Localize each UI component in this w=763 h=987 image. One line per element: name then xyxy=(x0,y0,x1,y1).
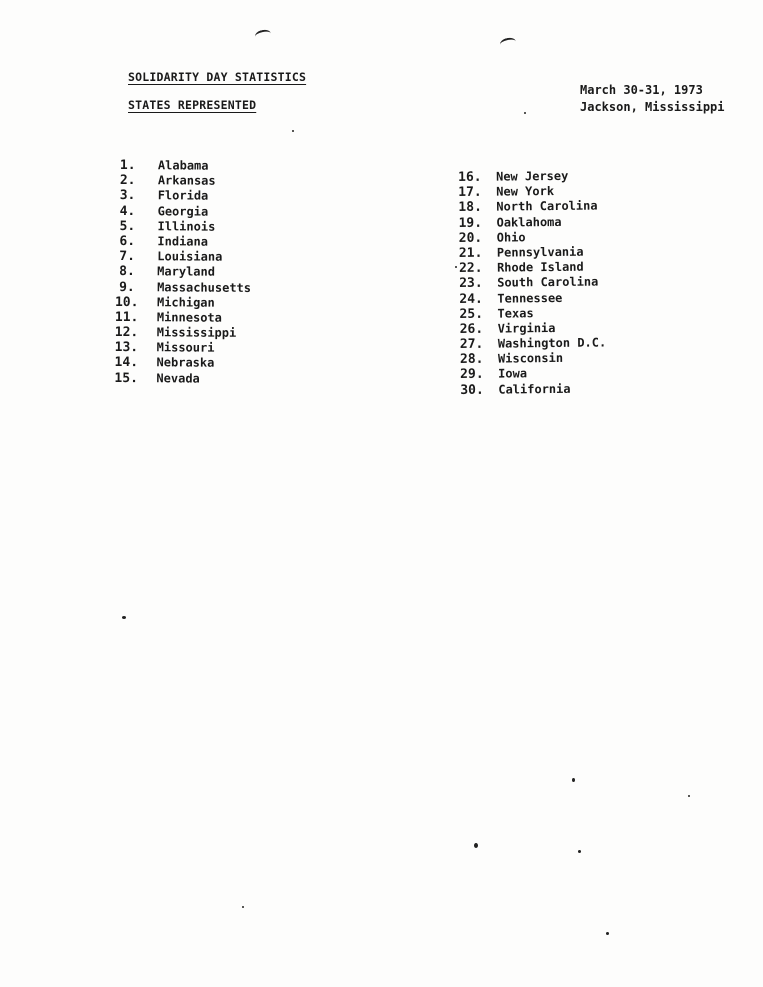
item-number: 5. xyxy=(119,218,136,234)
list-item xyxy=(460,336,607,353)
item-number: 21. xyxy=(458,245,483,261)
state-name: Pennsylvania xyxy=(496,244,584,260)
item-number: 12. xyxy=(114,325,139,341)
list-item xyxy=(459,260,606,277)
states-list-left xyxy=(114,158,252,387)
scan-mark xyxy=(499,36,517,49)
scan-speck xyxy=(455,266,457,268)
state-name: Oaklahoma xyxy=(496,214,562,230)
item-number: 3. xyxy=(119,188,136,204)
scan-speck xyxy=(606,932,609,935)
document-title: SOLIDARITY DAY STATISTICS xyxy=(128,70,307,84)
item-number: 22. xyxy=(458,260,483,277)
list-item xyxy=(458,168,605,185)
state-name: Texas xyxy=(497,305,534,321)
item-number: 7. xyxy=(119,249,136,265)
state-name: Illinois xyxy=(157,219,216,234)
list-item xyxy=(120,188,252,204)
list-item xyxy=(459,290,606,307)
list-item xyxy=(460,366,607,383)
item-number: 20. xyxy=(458,230,483,246)
list-item xyxy=(114,309,251,326)
list-item xyxy=(459,244,606,261)
item-number: 8. xyxy=(119,264,135,280)
item-number: 27. xyxy=(459,336,484,353)
list-item xyxy=(120,173,252,189)
list-item xyxy=(460,351,607,368)
state-name: Nevada xyxy=(156,370,200,386)
state-name: Washington D.C. xyxy=(497,335,607,351)
list-item xyxy=(114,370,250,387)
list-item xyxy=(459,275,606,292)
item-number: 17. xyxy=(458,184,482,201)
scan-speck xyxy=(578,850,581,853)
item-number: 29. xyxy=(460,367,484,383)
list-item xyxy=(458,199,605,216)
item-number: 11. xyxy=(114,309,139,326)
states-list-right xyxy=(458,168,607,397)
item-number: 25. xyxy=(459,306,484,322)
state-name: New Jersey xyxy=(495,168,569,184)
state-name: Georgia xyxy=(157,203,209,219)
scan-speck xyxy=(242,906,244,908)
list-item xyxy=(114,294,251,311)
item-number: 14. xyxy=(114,355,139,371)
scan-mark xyxy=(254,28,272,41)
list-item xyxy=(114,355,251,371)
item-number: 26. xyxy=(459,321,484,337)
event-location: Jackson, Mississippi xyxy=(580,100,725,114)
list-item xyxy=(114,325,251,341)
state-name: Maryland xyxy=(157,264,216,279)
document-subtitle: STATES REPRESENTED xyxy=(128,98,257,112)
state-name: Missouri xyxy=(156,340,215,355)
item-number: 4. xyxy=(119,203,136,219)
state-name: Iowa xyxy=(498,366,528,382)
scan-speck xyxy=(524,112,526,114)
state-name: Michigan xyxy=(156,294,215,310)
state-name: Tennessee xyxy=(497,290,563,306)
state-name: Mississippi xyxy=(156,325,237,340)
item-number: 10. xyxy=(114,294,139,310)
state-name: Louisiana xyxy=(157,249,223,264)
event-date: March 30-31, 1973 xyxy=(580,83,703,97)
item-number: 30. xyxy=(460,382,484,398)
list-item xyxy=(120,204,252,220)
state-name: Rhode Island xyxy=(496,259,584,275)
item-number: 15. xyxy=(114,370,138,386)
list-item xyxy=(120,158,252,174)
scan-speck xyxy=(292,130,294,132)
list-item xyxy=(119,279,251,295)
list-item xyxy=(114,340,251,356)
item-number: 19. xyxy=(458,215,483,231)
scan-speck xyxy=(572,778,575,782)
scan-speck xyxy=(122,616,126,619)
list-item xyxy=(459,229,606,246)
item-number: 16. xyxy=(458,169,482,185)
item-number: 2. xyxy=(119,173,136,189)
state-name: North Carolina xyxy=(496,198,598,214)
item-number: 24. xyxy=(459,291,483,307)
state-name: Arkansas xyxy=(157,173,216,188)
state-name: California xyxy=(498,381,571,397)
state-name: Virginia xyxy=(497,320,556,336)
item-number: 23. xyxy=(459,276,483,292)
state-name: Minnesota xyxy=(156,310,222,325)
list-item xyxy=(119,234,251,250)
state-name: Massachusetts xyxy=(157,279,252,295)
scan-speck xyxy=(474,843,478,848)
list-item xyxy=(458,184,605,201)
list-item xyxy=(119,264,251,280)
scan-speck xyxy=(688,795,690,797)
list-item xyxy=(119,219,251,235)
state-name: Florida xyxy=(157,188,209,203)
list-item xyxy=(460,381,607,398)
list-item xyxy=(460,320,607,337)
item-number: 9. xyxy=(119,279,135,295)
item-number: 6. xyxy=(119,233,136,250)
state-name: Nebraska xyxy=(156,355,215,371)
list-item xyxy=(119,249,251,265)
item-number: 18. xyxy=(458,200,482,216)
state-name: Wisconsin xyxy=(497,351,564,366)
date-location-block xyxy=(580,82,725,116)
item-number: 13. xyxy=(114,340,139,356)
state-name: New York xyxy=(496,184,555,199)
list-item xyxy=(459,305,606,322)
item-number: 1. xyxy=(119,158,136,174)
list-item xyxy=(458,214,605,231)
state-name: Alabama xyxy=(157,158,209,173)
state-name: South Carolina xyxy=(497,274,599,290)
state-name: Indiana xyxy=(157,234,209,249)
item-number: 28. xyxy=(459,351,484,368)
state-name: Ohio xyxy=(496,230,526,245)
